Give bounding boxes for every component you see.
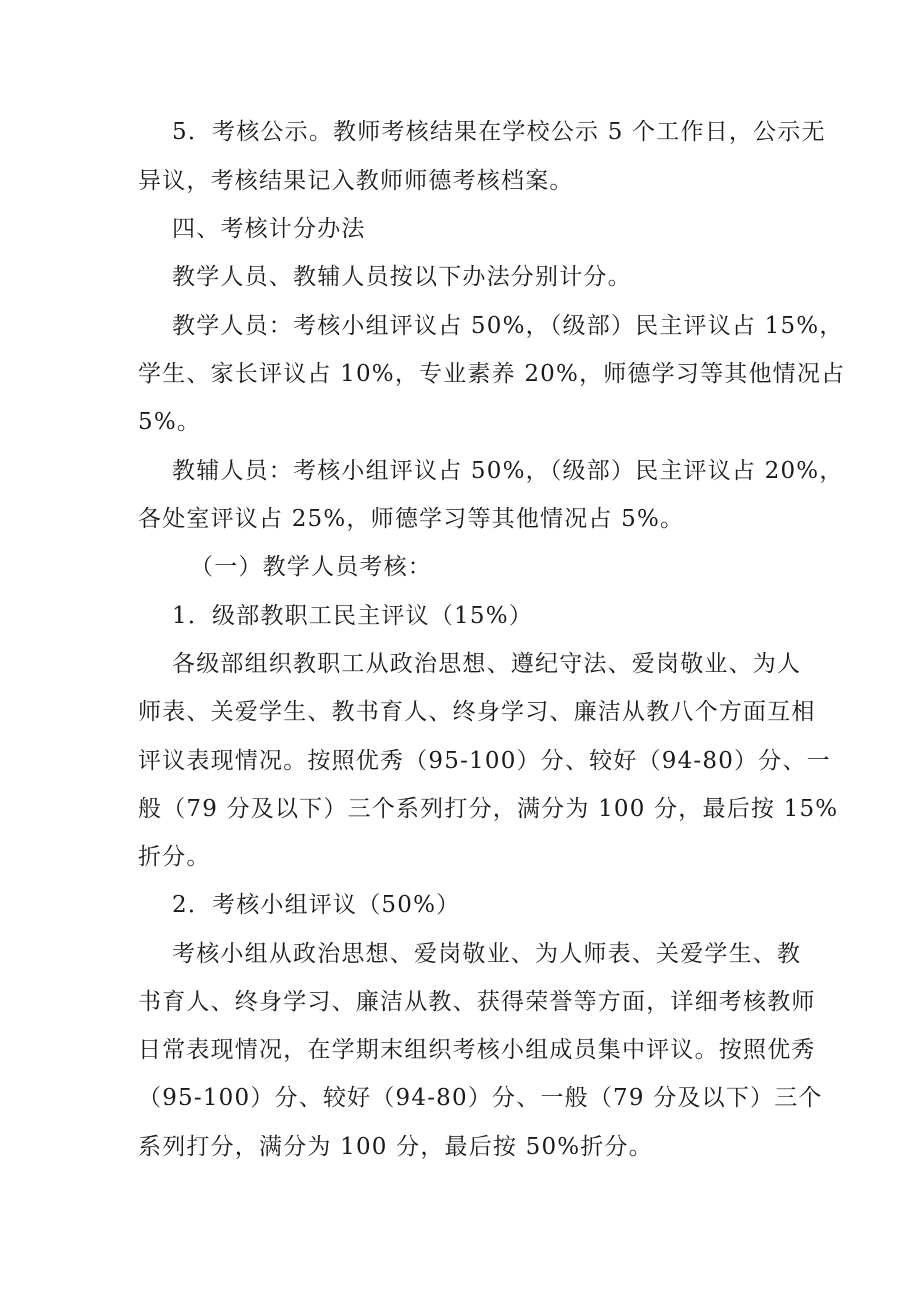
paragraph-line: 各级部组织教职工从政治思想、遵纪守法、爱岗敬业、为人 (172, 651, 802, 677)
paragraph-line: 学生、家长评议占 10%，专业素养 20%，师德学习等其他情况占 (138, 361, 846, 387)
item-heading: 1．级部教职工民主评议（15%） (172, 603, 533, 629)
paragraph-line: 各处室评议占 25%，师德学习等其他情况占 5%。 (138, 506, 685, 532)
paragraph-line: 日常表现情况，在学期末组织考核小组成员集中评议。按照优秀 (138, 1037, 816, 1063)
section-heading: 四、考核计分办法 (172, 216, 366, 242)
paragraph-line: 折分。 (138, 844, 211, 870)
paragraph-line: 教学人员：考核小组评议占 50%，（级部）民主评议占 15%， (172, 313, 844, 339)
paragraph-line: 评议表现情况。按照优秀（95-100）分、较好（94-80）分、一 (138, 748, 831, 774)
paragraph-line: 教学人员、教辅人员按以下办法分别计分。 (172, 264, 632, 290)
paragraph-line: 5%。 (138, 409, 202, 435)
paragraph-line: 师表、关爱学生、教书育人、终身学习、廉洁从教八个方面互相 (138, 699, 816, 725)
paragraph-line: 系列打分，满分为 100 分，最后按 50%折分。 (138, 1134, 653, 1160)
item-heading: 2．考核小组评议（50%） (172, 892, 461, 918)
paragraph-line: 教辅人员：考核小组评议占 50%，（级部）民主评议占 20%， (172, 458, 844, 484)
paragraph-line: 般（79 分及以下）三个系列打分，满分为 100 分，最后按 15% (138, 796, 839, 822)
paragraph-line: 异议，考核结果记入教师师德考核档案。 (138, 168, 574, 194)
subsection-heading: （一）教学人员考核： (190, 554, 432, 580)
paragraph-line: 5．考核公示。教师考核结果在学校公示 5 个工作日，公示无 (172, 119, 826, 145)
paragraph-line: 书育人、终身学习、廉洁从教、获得荣誉等方面，详细考核教师 (138, 989, 816, 1015)
paragraph-line: 考核小组从政治思想、爱岗敬业、为人师表、关爱学生、教 (172, 941, 802, 967)
paragraph-line: （95-100）分、较好（94-80）分、一般（79 分及以下）三个 (138, 1085, 823, 1111)
